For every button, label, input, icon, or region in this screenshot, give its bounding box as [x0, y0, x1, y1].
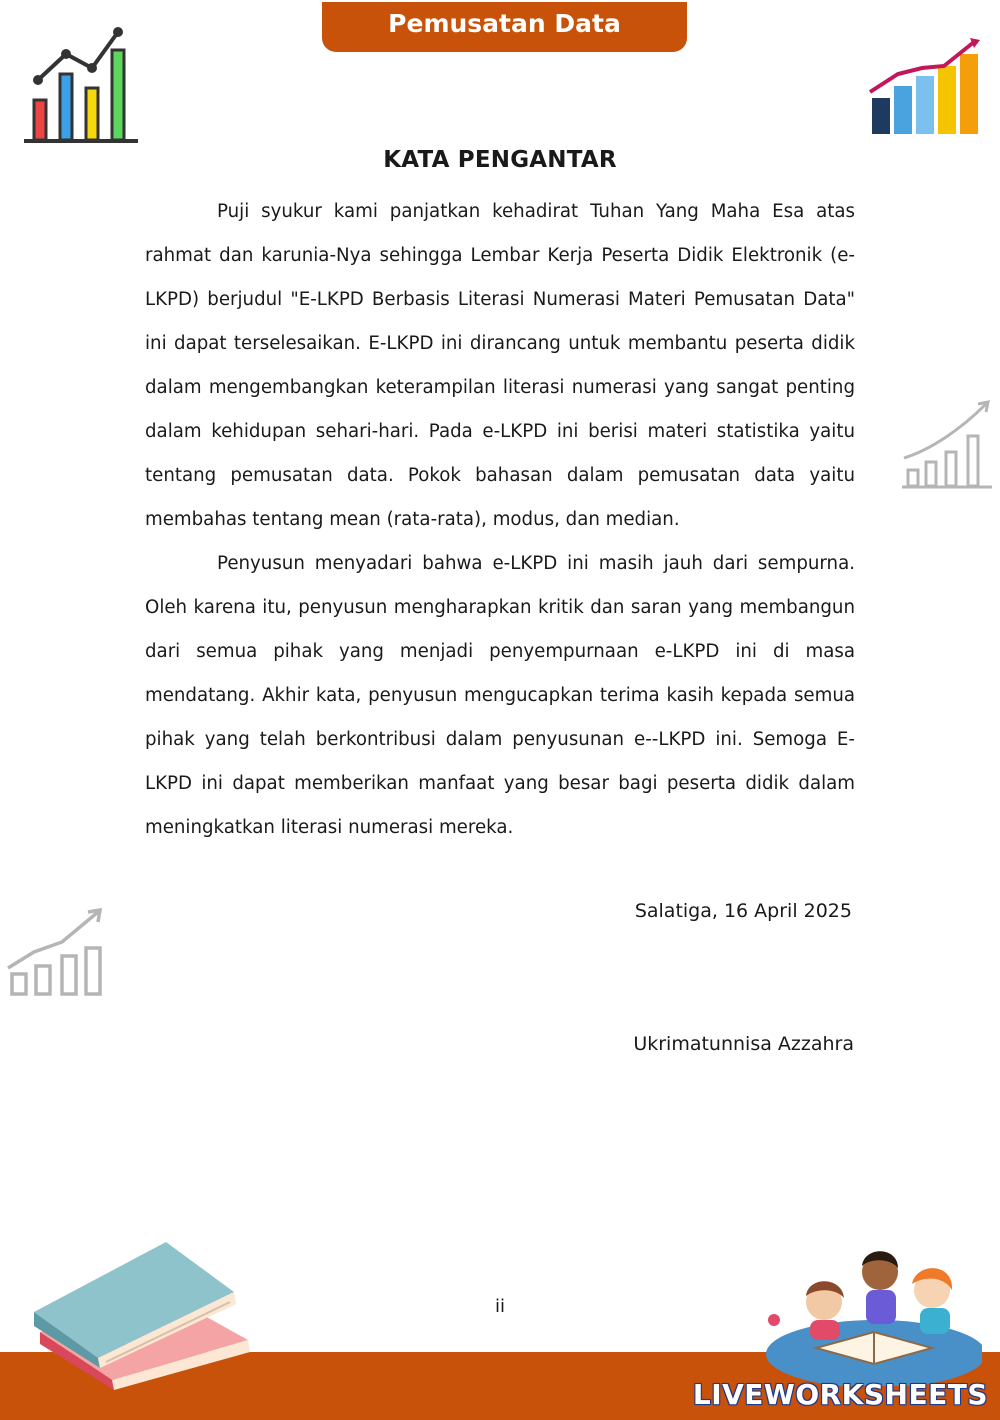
- foreword-paragraph-2: Penyusun menyadari bahwa e-LKPD ini masih jauh dari sempurna. Oleh karena itu, penyusun mengharapkan kritik dan saran yang membangun dari semua pihak yang menjadi penyempurnaan e-LKPD ini di masa mendatang. Akhir kata, penyusun mengucapkan terima kasih kepada semua pihak yang telah berkontribusi dalam penyusunan e--LKPD ini. Semoga E-LKPD ini dapat memberikan manfaat yang besar bagi peserta didik dalam meningkatkan literasi numerasi mereka.: [145, 553, 855, 838]
- author-name: Ukrimatunnisa Azzahra: [633, 1033, 854, 1055]
- growth-chart-icon: [866, 36, 982, 138]
- page-number: ii: [494, 1296, 505, 1317]
- outline-growth-chart-icon: [4, 908, 104, 998]
- header-title-tab: [322, 2, 687, 52]
- foreword-body: [145, 190, 855, 850]
- children-reading-icon: [756, 1236, 982, 1386]
- bar-line-chart-icon: [20, 24, 142, 146]
- liveworksheets-watermark: LIVEWORKSHEETS: [692, 1378, 988, 1411]
- header-title: Pemusatan Data: [388, 9, 621, 38]
- foreword-paragraph-1: Puji syukur kami panjatkan kehadirat Tuhan Yang Maha Esa atas rahmat dan karunia-Nya sehingga Lembar Kerja Peserta Didik Elektronik (e-LKPD) berjudul "E-LKPD Berbasis Literasi Numerasi Materi Pemusatan Data" ini dapat terselesaikan. E-LKPD ini dirancang untuk membantu peserta didik dalam mengembangkan keterampilan literasi numerasi yang sangat penting dalam kehidupan sehari-hari. Pada e-LKPD ini berisi materi statistika yaitu tentang pemusatan data. Pokok bahasan dalam pemusatan data yaitu membahas tentang mean (rata-rata), modus, dan median.: [145, 201, 855, 530]
- page-heading: KATA PENGANTAR: [383, 147, 617, 173]
- place-date: Salatiga, 16 April 2025: [634, 900, 852, 922]
- outline-growth-chart-icon: [900, 400, 994, 490]
- books-stack-icon: [26, 1240, 254, 1390]
